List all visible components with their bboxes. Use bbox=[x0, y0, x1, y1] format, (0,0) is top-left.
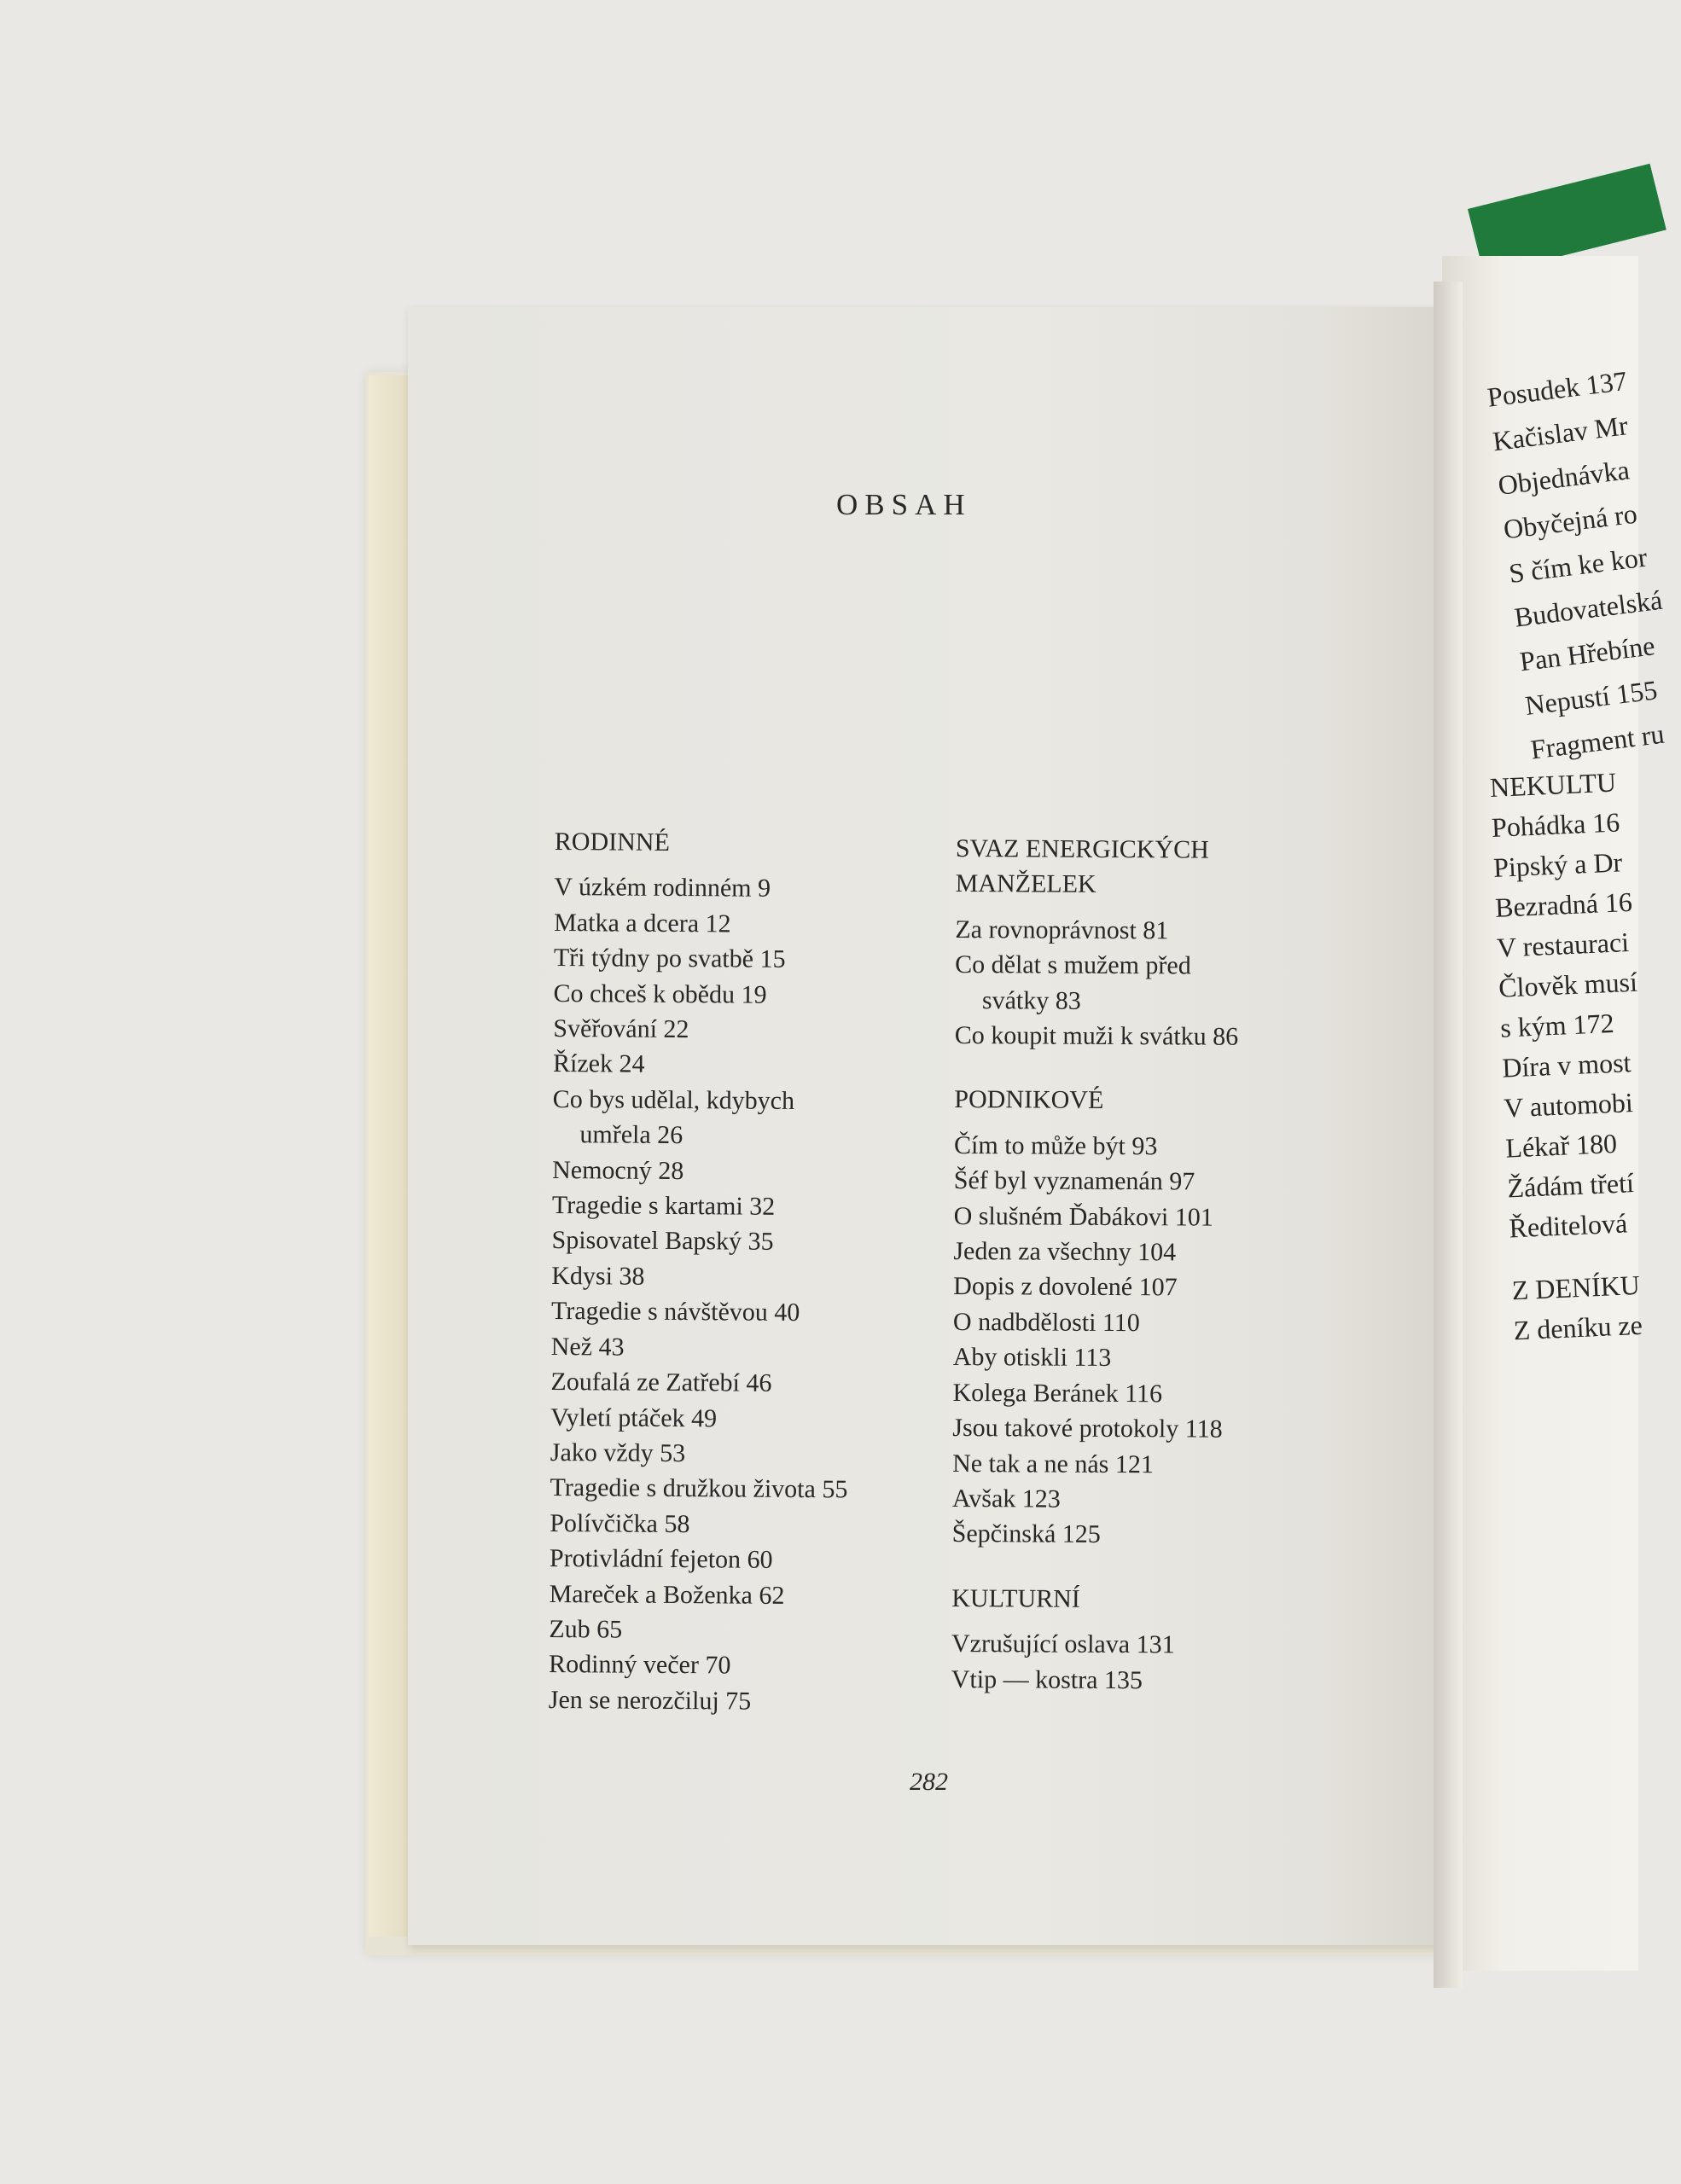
toc-entry: Svěřování 22 bbox=[553, 1014, 689, 1044]
toc-entry: Polívčička 58 bbox=[550, 1508, 690, 1538]
toc-entry: Řízek 24 bbox=[552, 1049, 645, 1079]
toc-entry: Jako vždy 53 bbox=[550, 1438, 686, 1467]
toc-entry: Co bys udělal, kdybych bbox=[552, 1084, 795, 1115]
contents-heading: OBSAH bbox=[836, 488, 972, 521]
facing-entry: Lékař 180 bbox=[1504, 1127, 1618, 1164]
facing-entry: Posudek 137 bbox=[1485, 364, 1629, 413]
toc-entry: Zoufalá ze Zatřebí 46 bbox=[550, 1368, 772, 1397]
facing-entry: Objednávka bbox=[1496, 454, 1632, 501]
facing-entry: Fragment ru bbox=[1528, 717, 1666, 765]
section-heading: PODNIKOVÉ bbox=[954, 1085, 1104, 1115]
toc-entry: Šéf byl vyznamenán 97 bbox=[953, 1166, 1195, 1196]
toc-entry: svátky 83 bbox=[981, 985, 1081, 1015]
toc-entry: Nemocný 28 bbox=[552, 1155, 684, 1185]
toc-entry: Co dělat s mužem před bbox=[955, 950, 1191, 980]
toc-entry: Spisovatel Bapský 35 bbox=[551, 1226, 774, 1257]
facing-entry: Díra v most bbox=[1501, 1047, 1632, 1083]
facing-entry: Z deníku ze bbox=[1513, 1309, 1643, 1346]
toc-entry: Vzrušující oslava 131 bbox=[951, 1629, 1175, 1659]
facing-entry: S čím ke kor bbox=[1507, 541, 1649, 590]
toc-entry: Vtip — kostra 135 bbox=[951, 1664, 1143, 1694]
facing-entry: Člověk musí bbox=[1498, 966, 1638, 1003]
facing-page-lower-entries bbox=[1489, 762, 1653, 1350]
toc-entry: Aby otiskli 113 bbox=[952, 1343, 1112, 1373]
facing-entry: Nepustí 155 bbox=[1523, 674, 1660, 721]
facing-entry: s kým 172 bbox=[1499, 1007, 1615, 1043]
left-column-entries bbox=[549, 869, 852, 1719]
contents-left-column bbox=[549, 824, 852, 1720]
toc-entry: Za rovnoprávnost 81 bbox=[955, 915, 1169, 945]
toc-entry: Mareček a Boženka 62 bbox=[549, 1579, 785, 1610]
toc-entry: Avšak 123 bbox=[951, 1484, 1061, 1513]
section-heading-rodinne: RODINNÉ bbox=[554, 827, 670, 857]
toc-entry: Kolega Beránek 116 bbox=[952, 1378, 1163, 1408]
toc-entry: Zub 65 bbox=[549, 1614, 623, 1644]
toc-entry: Jen se nerozčiluj 75 bbox=[548, 1685, 752, 1716]
right-column-sections bbox=[951, 831, 1240, 1699]
toc-entry: Protivládní fejeton 60 bbox=[549, 1544, 773, 1574]
facing-entry: V restauraci bbox=[1496, 926, 1630, 963]
book-gutter bbox=[1434, 282, 1463, 1988]
toc-entry: Rodinný večer 70 bbox=[549, 1650, 731, 1680]
facing-entry: Pipský a Dr bbox=[1492, 846, 1623, 883]
toc-entry: Šepčinská 125 bbox=[951, 1519, 1101, 1549]
toc-entry: Kdysi 38 bbox=[551, 1261, 645, 1291]
toc-entry: Ne tak a ne nás 121 bbox=[952, 1449, 1154, 1478]
facing-entry: Žádám třetí bbox=[1506, 1167, 1635, 1204]
toc-entry: Tragedie s kartami 32 bbox=[551, 1191, 776, 1221]
toc-entry: Tragedie s návštěvou 40 bbox=[550, 1297, 800, 1327]
toc-entry: umřela 26 bbox=[579, 1120, 683, 1150]
toc-entry: O nadbdělosti 110 bbox=[952, 1307, 1140, 1338]
toc-entry: Tragedie s družkou života 55 bbox=[550, 1473, 848, 1504]
facing-section-heading: Z DENÍKU bbox=[1510, 1269, 1641, 1306]
toc-entry: V úzkém rodinném 9 bbox=[554, 873, 771, 903]
contents-right-column bbox=[951, 831, 1240, 1699]
toc-entry: Čím to může být 93 bbox=[953, 1130, 1158, 1161]
facing-entry: Ředitelová bbox=[1508, 1207, 1628, 1244]
facing-entry: Obyčejná ro bbox=[1501, 497, 1639, 545]
toc-entry: O slušném Ďabákovi 101 bbox=[953, 1201, 1213, 1232]
toc-entry: Co koupit muži k svátku 86 bbox=[954, 1021, 1239, 1051]
toc-entry: Dopis z dovolené 107 bbox=[953, 1272, 1178, 1302]
facing-entry: Pohádka 16 bbox=[1491, 806, 1620, 843]
toc-entry: Než 43 bbox=[550, 1332, 625, 1362]
facing-entry: Kačislav Mr bbox=[1491, 410, 1630, 457]
section-heading: KULTURNÍ bbox=[951, 1583, 1080, 1613]
section-heading: SVAZ ENERGICKÝCH bbox=[955, 834, 1209, 864]
toc-entry: Tři týdny po svatbě 15 bbox=[553, 944, 786, 974]
facing-entry: Pan Hřebíne bbox=[1517, 630, 1657, 677]
facing-entry: V automobi bbox=[1503, 1087, 1634, 1124]
facing-entry: Budovatelská bbox=[1512, 584, 1664, 633]
toc-entry: Matka a dcera 12 bbox=[554, 908, 731, 938]
cover-edge bbox=[369, 375, 409, 1937]
toc-entry: Jeden za všechny 104 bbox=[953, 1237, 1177, 1267]
toc-entry: Jsou takové protokoly 118 bbox=[952, 1414, 1223, 1443]
toc-entry: Co chceš k obědu 19 bbox=[553, 979, 767, 1009]
page-number: 282 bbox=[910, 1768, 948, 1796]
facing-section-heading: NEKULTU bbox=[1489, 766, 1617, 803]
section-heading: MANŽELEK bbox=[955, 869, 1096, 899]
toc-entry: Vyletí ptáček 49 bbox=[550, 1403, 718, 1432]
facing-entry: Bezradná 16 bbox=[1494, 886, 1633, 923]
